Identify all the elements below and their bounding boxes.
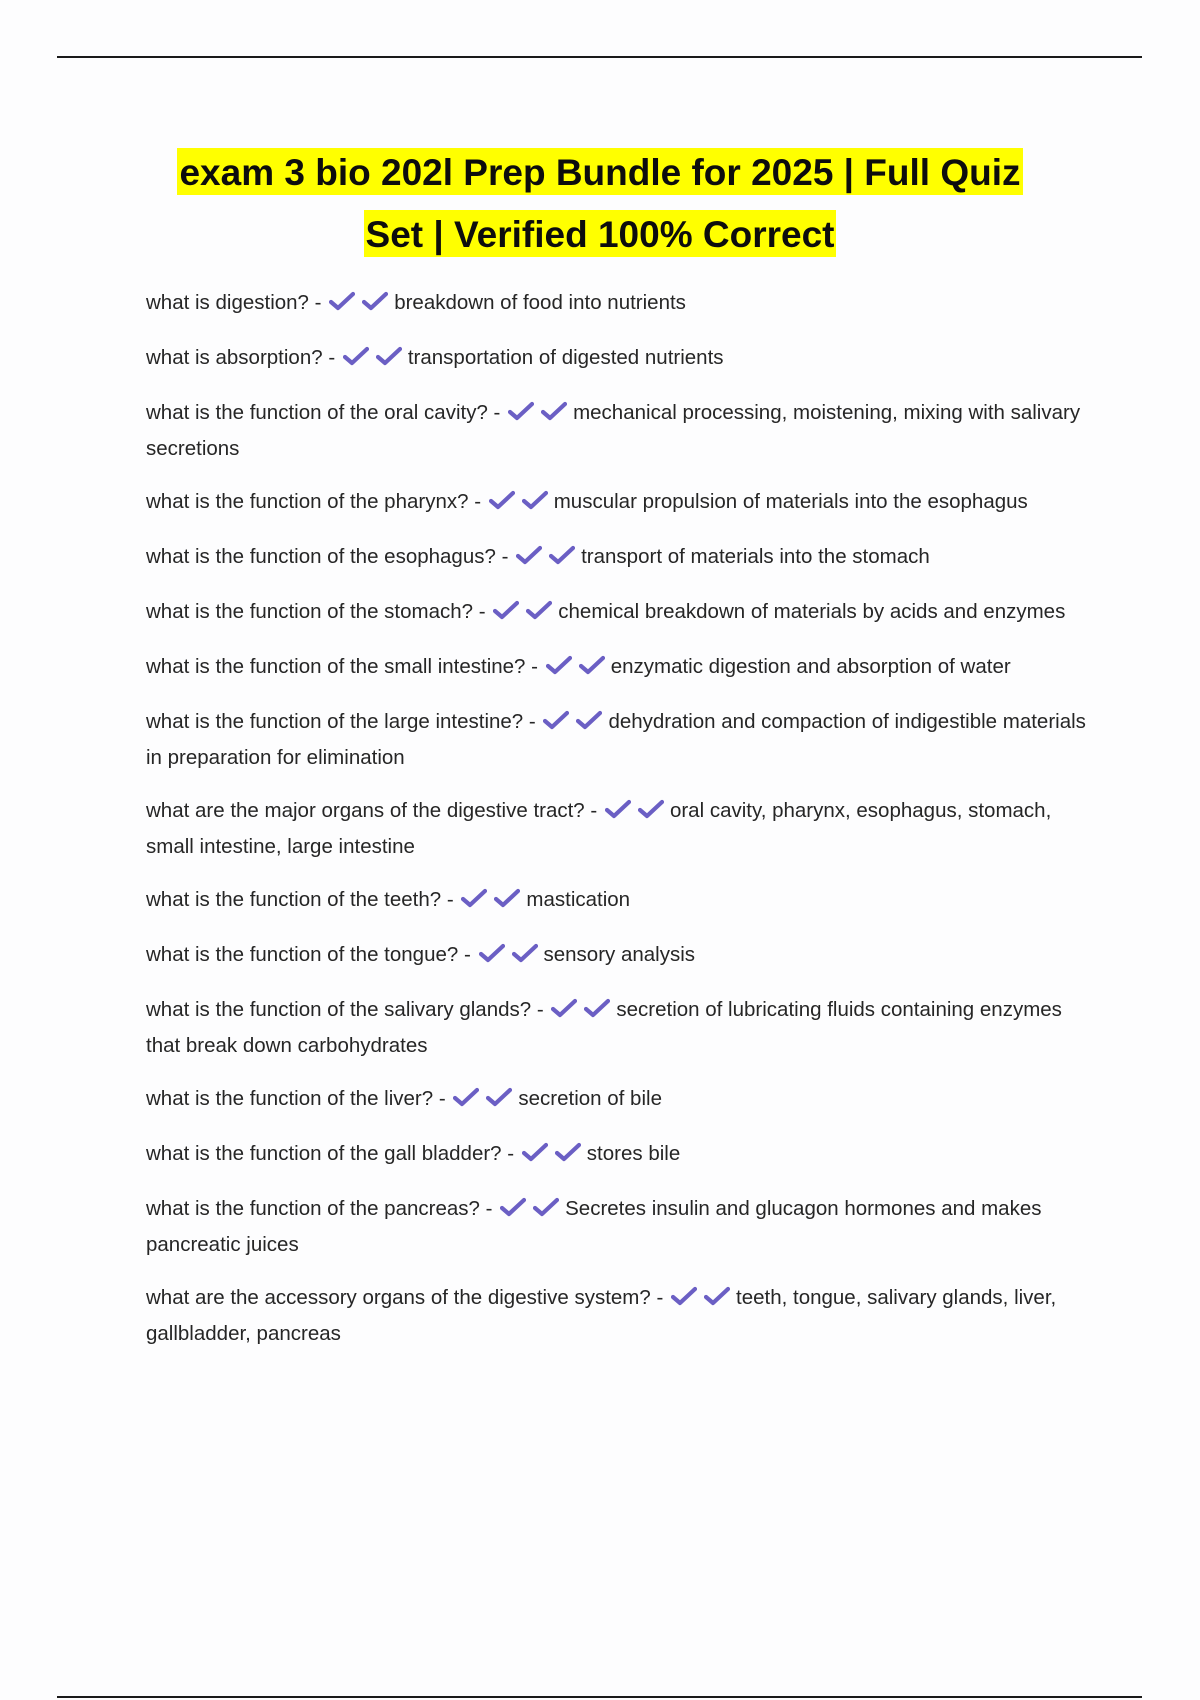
checkmarks (329, 288, 391, 322)
qa-item (146, 286, 1096, 322)
question-text: what is the function of the tongue? (146, 943, 459, 966)
answer-text: transport of materials into the stomach (581, 545, 930, 568)
checkmark-icon (494, 888, 520, 908)
top-rule (57, 56, 1142, 58)
question-text: what is the function of the teeth? (146, 888, 442, 911)
answer-text: teeth, tongue, salivary glands, liver, gallbladder, pancreas (146, 1286, 1057, 1345)
answer-text: sensory analysis (543, 943, 696, 966)
checkmarks (493, 597, 555, 631)
answer-text: mastication (526, 888, 631, 911)
checkmark-icon (638, 799, 664, 819)
separator: - (501, 1142, 520, 1165)
checkmark-icon (555, 1142, 581, 1162)
checkmark-icon (376, 346, 402, 366)
checkmark-icon (486, 1087, 512, 1107)
checkmark-icon (543, 710, 569, 730)
qa-item (146, 540, 1096, 576)
question-text: what is the function of the small intestine? (146, 655, 526, 678)
checkmark-icon (512, 943, 538, 963)
checkmark-icon (343, 346, 369, 366)
checkmark-icon (533, 1197, 559, 1217)
qa-item (146, 396, 1096, 466)
answer-text: stores bile (586, 1142, 681, 1165)
separator: - (458, 943, 477, 966)
answer-text: breakdown of food into nutrients (394, 291, 686, 314)
checkmark-icon (508, 401, 534, 421)
separator: - (525, 655, 544, 678)
checkmark-icon (551, 998, 577, 1018)
question-text: what is the function of the oral cavity? (146, 401, 488, 424)
question-text: what is the function of the pancreas? (146, 1197, 480, 1220)
checkmark-icon (704, 1286, 730, 1306)
qa-item (146, 938, 1096, 974)
question-text: what is the function of the liver? (146, 1087, 434, 1110)
separator: - (441, 888, 460, 911)
checkmark-icon (522, 1142, 548, 1162)
answer-text: transportation of digested nutrients (407, 346, 724, 369)
checkmarks (551, 995, 613, 1029)
separator: - (468, 490, 487, 513)
qa-item (146, 650, 1096, 686)
answer-text: oral cavity, pharynx, esophagus, stomach, small intestine, large intestine (146, 799, 1052, 858)
checkmark-icon (362, 291, 388, 311)
qa-item (146, 341, 1096, 377)
answer-text: Secretes insulin and glucagon hormones and makes pancreatic juices (146, 1197, 1042, 1256)
question-text: what is digestion? (146, 291, 309, 314)
qa-item (146, 1281, 1096, 1351)
qa-item (146, 1137, 1096, 1173)
separator: - (523, 710, 542, 733)
qa-item (146, 705, 1096, 775)
question-text: what is the function of the large intestine? (146, 710, 524, 733)
checkmarks (453, 1084, 515, 1118)
checkmark-icon (584, 998, 610, 1018)
separator: - (473, 600, 492, 623)
page-title (100, 142, 1100, 266)
checkmark-icon (516, 545, 542, 565)
title-line-1: exam 3 bio 202l Prep Bundle for 2025 | Full Quiz (177, 148, 1022, 195)
checkmark-icon (546, 655, 572, 675)
checkmarks (479, 940, 541, 974)
checkmarks (546, 652, 608, 686)
qa-item (146, 595, 1096, 631)
checkmarks (605, 796, 667, 830)
checkmark-icon (453, 1087, 479, 1107)
checkmarks (508, 398, 570, 432)
separator: - (479, 1197, 499, 1220)
checkmark-icon (493, 600, 519, 620)
checkmark-icon (541, 401, 567, 421)
qa-item (146, 485, 1096, 521)
checkmark-icon (671, 1286, 697, 1306)
separator: - (495, 545, 515, 568)
answer-text: secretion of bile (518, 1087, 662, 1110)
qa-list (146, 286, 1096, 1370)
answer-text: enzymatic digestion and absorption of water (610, 655, 1011, 678)
checkmarks (461, 885, 523, 919)
separator: - (308, 291, 328, 314)
answer-text: secretion of lubricating fluids containing enzymes that break down carbohydrates (146, 998, 1062, 1057)
checkmarks (543, 707, 605, 741)
title-line-2: Set | Verified 100% Correct (364, 210, 837, 257)
checkmark-icon (576, 710, 602, 730)
answer-text: chemical breakdown of materials by acids and enzymes (558, 600, 1066, 623)
qa-item (146, 883, 1096, 919)
question-text: what are the accessory organs of the digestive system? (146, 1286, 651, 1309)
checkmark-icon (605, 799, 631, 819)
separator: - (433, 1087, 452, 1110)
checkmark-icon (479, 943, 505, 963)
question-text: what is the function of the pharynx? (146, 490, 469, 513)
separator: - (487, 401, 507, 424)
bottom-rule (57, 1696, 1142, 1698)
checkmark-icon (489, 490, 515, 510)
checkmark-icon (500, 1197, 526, 1217)
checkmark-icon (579, 655, 605, 675)
checkmarks (343, 343, 405, 377)
question-text: what is the function of the gall bladder? (146, 1142, 502, 1165)
question-text: what is the function of the salivary glands? (146, 998, 532, 1021)
separator: - (531, 998, 550, 1021)
checkmarks (671, 1283, 733, 1317)
separator: - (650, 1286, 670, 1309)
question-text: what is absorption? (146, 346, 323, 369)
separator: - (322, 346, 341, 369)
question-text: what is the function of the stomach? (146, 600, 474, 623)
checkmarks (500, 1194, 562, 1228)
separator: - (584, 799, 603, 822)
checkmark-icon (461, 888, 487, 908)
qa-item (146, 1082, 1096, 1118)
qa-item (146, 1192, 1096, 1262)
answer-text: mechanical processing, moistening, mixing with salivary secretions (146, 401, 1081, 460)
checkmark-icon (329, 291, 355, 311)
qa-item (146, 993, 1096, 1063)
answer-text: dehydration and compaction of indigestible materials in preparation for elimination (146, 710, 1086, 769)
qa-item (146, 794, 1096, 864)
checkmarks (522, 1139, 584, 1173)
checkmark-icon (522, 490, 548, 510)
checkmark-icon (526, 600, 552, 620)
checkmark-icon (549, 545, 575, 565)
answer-text: muscular propulsion of materials into the esophagus (553, 490, 1028, 513)
question-text: what are the major organs of the digestive tract? (146, 799, 585, 822)
checkmarks (489, 487, 551, 521)
checkmarks (516, 542, 578, 576)
question-text: what is the function of the esophagus? (146, 545, 496, 568)
